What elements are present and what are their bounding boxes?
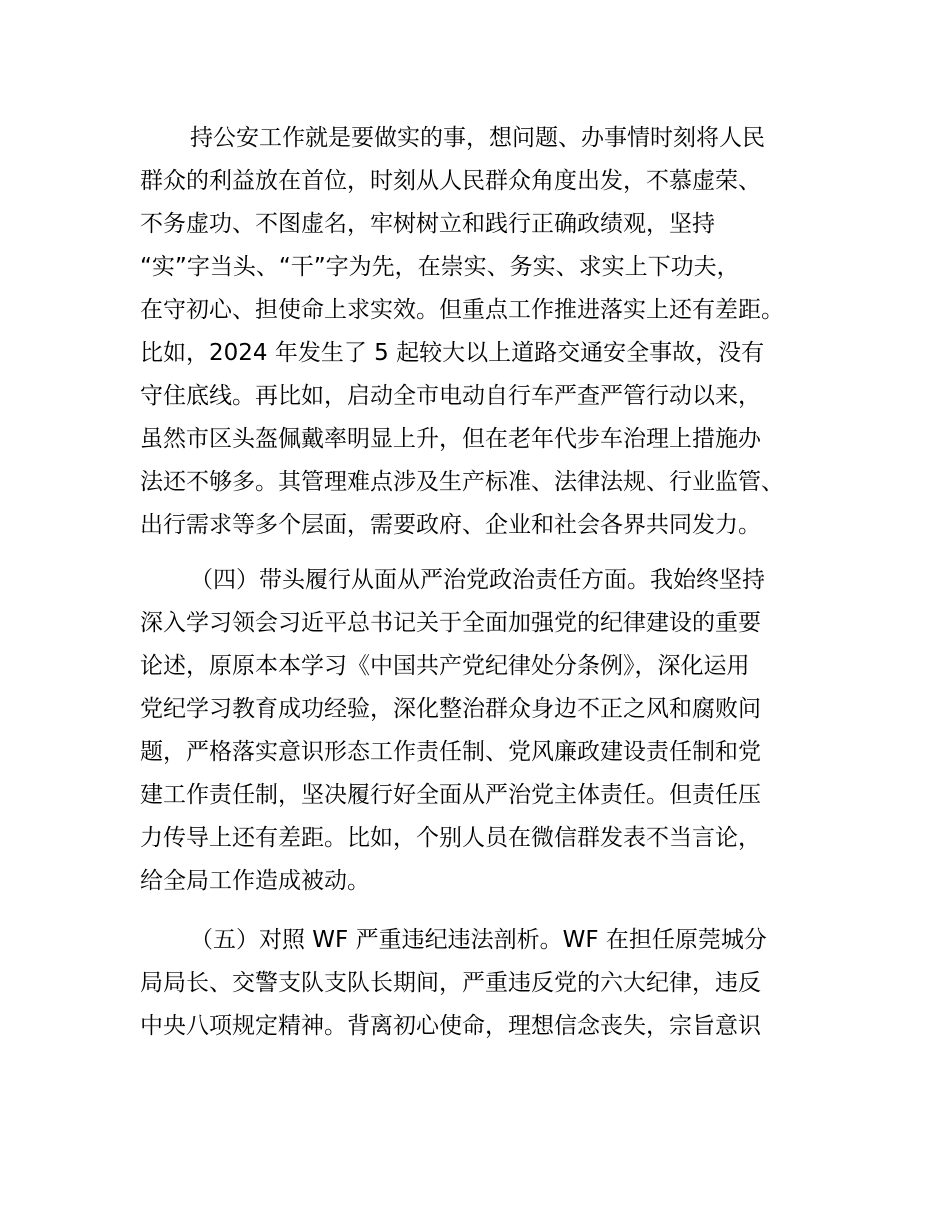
paragraph-1-line-6: 比如，2024 年发生了 5 起较大以上道路交通安全事故，没有	[140, 340, 765, 366]
paragraph-2-line-8: 给全局工作造成被动。	[140, 868, 370, 894]
paragraph-2-line-3: 论述，原原本本学习《中国共产党纪律处分条例》，深化运用	[140, 653, 750, 679]
paragraph-1-line-10: 出行需求等多个层面，需要政府、企业和社会各界共同发力。	[140, 512, 761, 538]
paragraph-1-line-4: “实”字当头、“干”字为先，在崇实、务实、求实上下功夫，	[140, 254, 740, 280]
paragraph-1-line-8: 虽然市区头盔佩戴率明显上升，但在老年代步车治理上措施办	[140, 426, 761, 452]
paragraph-1-line-5: 在守初心、担使命上求实效。但重点工作推进落实上还有差距。	[140, 297, 784, 323]
paragraph-1-line-7: 守住底线。再比如，启动全市电动自行车严查严管行动以来，	[140, 383, 761, 409]
paragraph-1-line-1: 持公安工作就是要做实的事，想问题、办事情时刻将人民	[190, 125, 765, 151]
paragraph-1-line-2: 群众的利益放在首位，时刻从人民群众角度出发，不慕虚荣、	[140, 168, 761, 194]
paragraph-2-line-6: 建工作责任制，坚决履行好全面从严治党主体责任。但责任压	[140, 782, 761, 808]
paragraph-3-line-3: 中央八项规定精神。背离初心使命，理想信念丧失，宗旨意识	[140, 1013, 761, 1039]
paragraph-2-line-2: 深入学习领会习近平总书记关于全面加强党的纪律建设的重要	[140, 610, 761, 636]
paragraph-2-line-4: 党纪学习教育成功经验，深化整治群众身边不正之风和腐败问	[140, 696, 761, 722]
paragraph-3-line-2: 局局长、交警支队支队长期间，严重违反党的六大纪律，违反	[140, 970, 761, 996]
paragraph-1-line-3: 不务虚功、不图虚名，牢树树立和践行正确政绩观，坚持	[140, 211, 715, 237]
paragraph-2-line-7: 力传导上还有差距。比如，个别人员在微信群发表不当言论，	[140, 825, 761, 851]
paragraph-2-line-5: 题，严格落实意识形态工作责任制、党风廉政建设责任制和党	[140, 739, 761, 765]
paragraph-3-line-1: （五）对照 WF 严重违纪违法剖析。WF 在担任原莞城分	[190, 927, 767, 953]
paragraph-1-line-9: 法还不够多。其管理难点涉及生产标准、法律法规、行业监管、	[140, 469, 784, 495]
paragraph-2-line-1: （四）带头履行从面从严治党政治责任方面。我始终坚持	[190, 567, 765, 593]
